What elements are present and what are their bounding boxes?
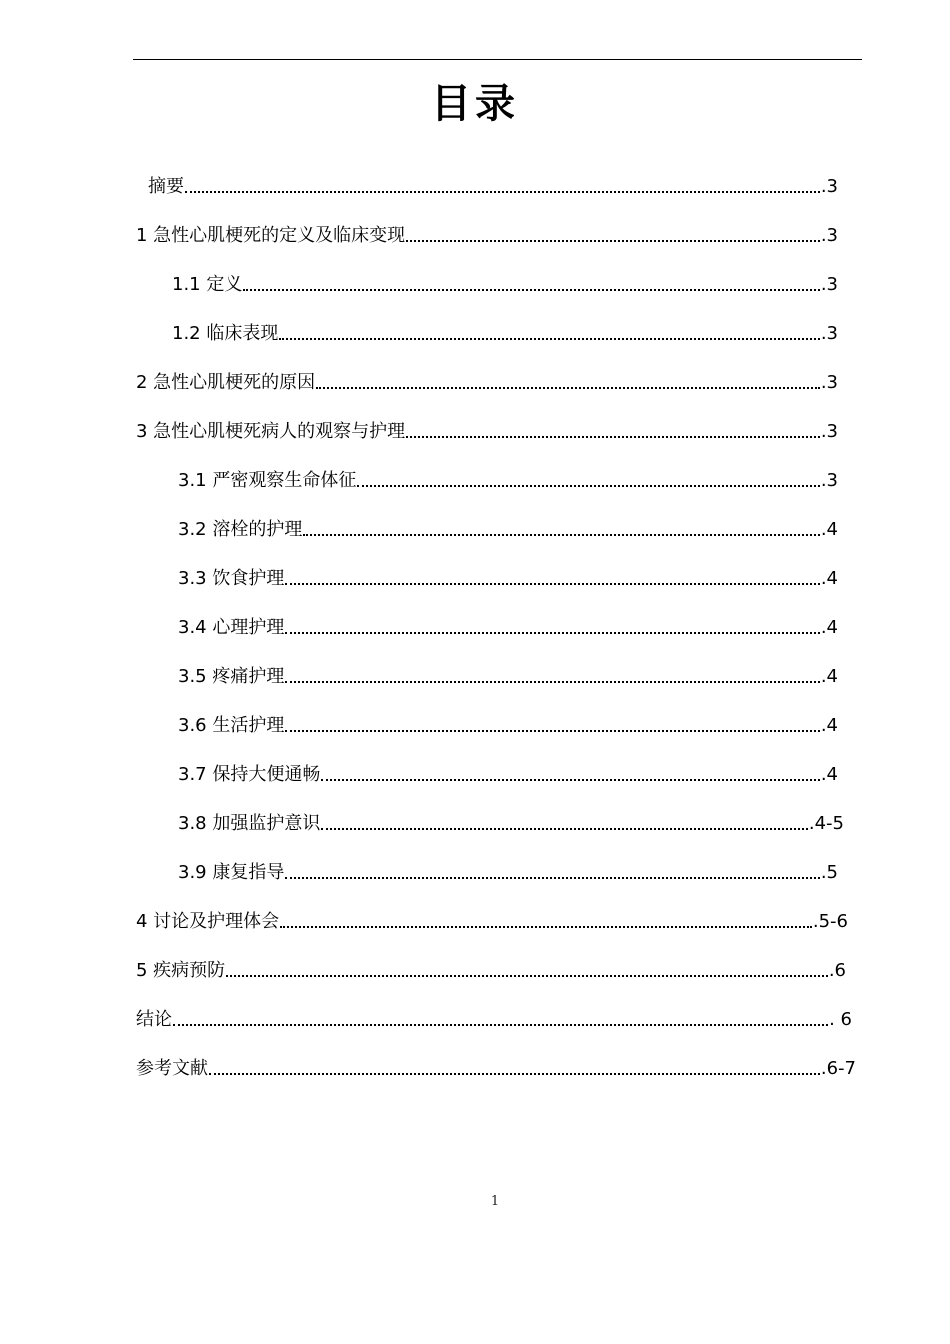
- toc-entry-page: .5-6: [812, 911, 848, 932]
- toc-dot-leader: [279, 338, 819, 340]
- toc-entry-page: .4: [820, 617, 838, 638]
- toc-dot-leader: [357, 485, 819, 487]
- toc-dot-leader: [406, 436, 820, 438]
- toc-entry-label: 3.1 严密观察生命体征: [178, 470, 357, 491]
- toc-dot-leader: [285, 583, 819, 585]
- toc-entry-abstract[interactable]: [148, 172, 838, 202]
- toc-entry-3-9[interactable]: [178, 858, 838, 888]
- toc-entry-3-2[interactable]: [178, 515, 838, 545]
- toc-dot-leader: [285, 632, 819, 634]
- toc-entry-3-7[interactable]: [178, 760, 838, 790]
- toc-entry-chapter-2[interactable]: [136, 368, 838, 398]
- toc-entry-label: 摘要: [148, 176, 184, 197]
- toc-entry-page: .4: [820, 568, 838, 589]
- toc-entry-label: 3.9 康复指导: [178, 862, 285, 883]
- toc-entry-page: .3: [820, 421, 838, 442]
- toc-dot-leader: [285, 877, 819, 879]
- toc-entry-label: 5 疾病预防: [136, 960, 226, 981]
- toc-entry-page: .4: [820, 764, 838, 785]
- toc-dot-leader: [226, 975, 828, 977]
- toc-entry-1-1[interactable]: [172, 270, 838, 300]
- toc-dot-leader: [280, 926, 812, 928]
- page-title: 目录: [431, 80, 519, 127]
- toc-entry-label: 3.4 心理护理: [178, 617, 285, 638]
- toc-entry-page: .5: [820, 862, 838, 883]
- toc-dot-leader: [185, 191, 820, 193]
- toc-entry-page: .4: [820, 519, 838, 540]
- toc-entry-label: 参考文献: [136, 1058, 208, 1079]
- toc-entry-page: .4: [820, 666, 838, 687]
- toc-entry-label: 1 急性心肌梗死的定义及临床变现: [136, 225, 406, 246]
- toc-dot-leader: [285, 681, 819, 683]
- toc-entry-page: .3: [820, 176, 838, 197]
- toc-dot-leader: [285, 730, 819, 732]
- toc-entry-label: 3.7 保持大便通畅: [178, 764, 321, 785]
- toc-entry-label: 3.8 加强监护意识: [178, 813, 321, 834]
- toc-entry-3-1[interactable]: [178, 466, 838, 496]
- header-rule: [133, 59, 862, 60]
- toc-entry-references[interactable]: [136, 1054, 856, 1084]
- toc-entry-3-4[interactable]: [178, 613, 838, 643]
- footer-page-number: 1: [490, 1194, 500, 1209]
- toc-entry-page: .3: [820, 274, 838, 295]
- toc-entry-page: .6: [828, 960, 846, 981]
- toc-entry-3-6[interactable]: [178, 711, 838, 741]
- toc-entry-label: 1.1 定义: [172, 274, 243, 295]
- toc-entry-page: .6-7: [820, 1058, 856, 1079]
- toc-entry-label: 结论: [136, 1009, 172, 1030]
- toc-entry-1-2[interactable]: [172, 319, 838, 349]
- toc-entry-chapter-5[interactable]: [136, 956, 846, 986]
- toc-dot-leader: [243, 289, 819, 291]
- toc-dot-leader: [321, 828, 808, 830]
- toc-entry-label: 1.2 临床表现: [172, 323, 279, 344]
- toc-entry-page: .3: [820, 323, 838, 344]
- toc-entry-label: 3.6 生活护理: [178, 715, 285, 736]
- toc-entry-page: .3: [820, 470, 838, 491]
- toc-entry-page: .4: [820, 715, 838, 736]
- toc-entry-label: 3.3 饮食护理: [178, 568, 285, 589]
- toc-entry-chapter-1[interactable]: [136, 221, 838, 251]
- toc-entry-page: .3: [820, 225, 838, 246]
- toc-entry-3-8[interactable]: [178, 809, 844, 839]
- toc-entry-3-3[interactable]: [178, 564, 838, 594]
- toc-entry-label: 4 讨论及护理体会: [136, 911, 280, 932]
- toc-entry-label: 2 急性心肌梗死的原因: [136, 372, 316, 393]
- toc-entry-page: .4-5: [808, 813, 844, 834]
- toc-entry-label: 3.2 溶栓的护理: [178, 519, 303, 540]
- toc-entry-label: 3.5 疼痛护理: [178, 666, 285, 687]
- toc-entry-chapter-3[interactable]: [136, 417, 838, 447]
- toc-dot-leader: [316, 387, 820, 389]
- toc-dot-leader: [303, 534, 819, 536]
- toc-dot-leader: [406, 240, 820, 242]
- toc-entry-3-5[interactable]: [178, 662, 838, 692]
- toc-dot-leader: [321, 779, 819, 781]
- toc-entry-page: . 6: [829, 1009, 852, 1030]
- toc-dot-leader: [173, 1024, 828, 1026]
- toc-entry-conclusion[interactable]: [136, 1005, 852, 1035]
- toc-entry-chapter-4[interactable]: [136, 907, 848, 937]
- toc-entry-label: 3 急性心肌梗死病人的观察与护理: [136, 421, 406, 442]
- toc-entry-page: .3: [820, 372, 838, 393]
- toc-dot-leader: [209, 1073, 820, 1075]
